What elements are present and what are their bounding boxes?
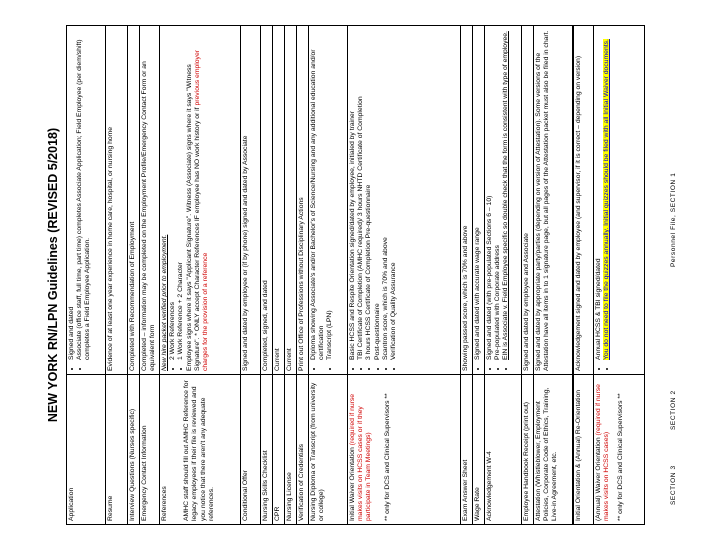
row-description: Signed and dated by employee and Associate: [523, 233, 530, 371]
list-item: • 2 Work References: [169, 29, 177, 360]
list-item: • Verification of Quality Assurance: [390, 29, 398, 360]
row-description: [594, 26, 644, 374]
references-exception: previous employer charges for the provision of a reference: [193, 49, 210, 371]
row-label: Nursing Diploma or Transcript (from university or college): [309, 374, 347, 524]
orientation-label: Initial Waiver Orientation: [349, 447, 356, 521]
row-description: Acknowledgement signed and dated by employee (and supervisor, if it is correct – depending on version): [575, 55, 582, 371]
list-item: • Scantron score, which is 70% and above: [382, 29, 390, 360]
row-description: [309, 26, 347, 374]
row-description: [485, 26, 521, 374]
table-row-diploma: [309, 25, 348, 525]
section-labels: [668, 25, 680, 525]
references-note: AMHC staff should fill out AMHC Reference for legacy employees if their file is reviewed and you notice that there aren't any adequate references.: [183, 380, 215, 521]
section-label-3: SECTION 3: [670, 465, 677, 505]
references-intro: New hire packet verified prior to employment.: [161, 234, 168, 371]
table-row-skills-checklist: [261, 25, 273, 525]
annual-waiver-label: (Annual) Waiver Orientation: [595, 437, 602, 521]
row-label: Attestation (Whistleblower, Employment Policies, Corporate Code of Ethics, Training, Live-in Agreement, etc.: [534, 374, 572, 524]
annual-waiver-footnote: ** only for DCS and Clinical Supervisors **: [617, 393, 625, 521]
list-item: • Post-questionnaire: [374, 29, 382, 360]
row-label: Emergency Contact Information: [140, 374, 159, 524]
list-item: • Transcript (LPN): [326, 29, 334, 360]
row-description: Evidence of at least one year experience in home care, hospital, or nursing home: [107, 126, 114, 371]
row-label: Wage Rate: [473, 374, 484, 524]
row-description: Completed with Recommendation of Employment: [129, 221, 136, 371]
row-description: Print out Office of Professions without Disciplinary Actions: [298, 197, 305, 371]
table-row-exam-answer-sheet: [461, 25, 473, 525]
orientation-footnote: ** only for DCS and Clinical Supervisors **: [383, 393, 391, 521]
row-description: [473, 26, 484, 374]
table-row-initial-orientation: [574, 25, 594, 525]
row-label: Verification of Credentials: [297, 374, 308, 524]
list-item: • Basic HCSS and Respite Orientation signed/dated by employee, initialed by trainer: [349, 29, 357, 360]
table-row-conditional-offer: [241, 25, 261, 525]
row-label: Nursing License: [285, 374, 296, 524]
row-description: [67, 26, 105, 374]
references-label: References: [161, 486, 168, 521]
annual-waiver-requirement: (required if nurse makes visits on HCSS cases): [595, 384, 611, 521]
highlighted-note: You do not need to file the quizzes annually. Initial quizzes should be filed with all Initial Waiver documents.: [603, 39, 611, 360]
table-row-attestation: [534, 25, 574, 525]
row-description: Signed and dated by employee or (if by phone) signed and dated by Associate: [242, 135, 249, 371]
row-description: Showing passed score, which is 70% and above: [462, 225, 469, 371]
row-label: Employee Handbook Receipt (print out): [522, 374, 533, 524]
row-description: [160, 26, 240, 374]
row-label: Application: [67, 374, 105, 524]
table-row-nursing-license: [285, 25, 297, 525]
list-item: • Signed and dated with accurate wage range: [474, 29, 482, 360]
row-label: Interview Questions (Nurses specific): [128, 374, 139, 524]
list-item: • Signed and dated (with pre-populated Sections 6 – 10): [486, 29, 494, 360]
row-description: Completed – information may be completed on the Employment Profile/Emergency Contact Form or an equivalent form: [141, 61, 157, 371]
row-description: Signed and dated by appropriate party/parties (depending on version of Attestation). Some versions of the Attestation have all items in to 1 signature page, but all pages of the Attestation packet must also be filed in chart.: [535, 30, 551, 371]
list-item: • Associate (office staff, full time, part time) completes Associate Application; Field Employee (per diem/shift) completes a Field Employee Application.: [76, 29, 92, 360]
list-item: • Annual HCSS & TBI signed/dated: [595, 29, 603, 360]
section-label-2: SECTION 2: [670, 390, 677, 430]
table-row-resume: [106, 25, 128, 525]
row-label: Acknowledgement W-4: [485, 374, 521, 524]
row-label: CPR: [273, 374, 284, 524]
table-row-wage-rate: [473, 25, 485, 525]
row-description: Current: [286, 348, 293, 371]
table-row-handbook: [522, 25, 534, 525]
rotated-document: [40, 25, 680, 525]
row-label: Nursing Skills Checklist: [261, 374, 272, 524]
list-item: • TBI Certificate of Completion (AMHC required)/ 3 hours NHTD Certificate of Completion: [357, 29, 365, 360]
orientation-requirement: (required if nurse makes visits on HCSS cases or if they participate in Team Meetings): [349, 393, 373, 521]
row-label: Exam Answer Sheet: [461, 374, 472, 524]
table-row-interview: [128, 25, 140, 525]
table-row-application: [66, 25, 106, 525]
row-description: [348, 26, 460, 374]
list-item: • Diploma showing Associate's and/or Bachelor's of Science/Nursing and any additional education and/or certification: [310, 29, 326, 360]
row-label: Initial Orientation & (Annual) Re-Orientation: [574, 374, 593, 524]
list-item: [603, 29, 611, 360]
row-label: [348, 374, 460, 524]
list-item: • Signed and dated: [68, 29, 76, 360]
list-item: • EIN is Associate v. Field Employee specific so double check that the form is consistent with type of employee.: [502, 29, 510, 360]
row-description: Current: [274, 348, 281, 371]
references-instructions: Employee signs where it says "Applicant Signature". Witness (Associate) signs where it says "Witness Signature". * ONLY accept Character References IF employee has NO work history or if: [185, 64, 201, 371]
guidelines-table: [66, 25, 668, 525]
table-row-annual-waiver: [594, 25, 645, 525]
list-item: • 1 Work Reference + 2 Character: [177, 29, 185, 360]
row-label: Resume: [106, 374, 127, 524]
table-row-emergency-contact: [140, 25, 160, 525]
table-row-initial-waiver-orientation: [348, 25, 461, 525]
page-title: NEW YORK RN/LPN Guidelines (REVISED 5/2018): [46, 127, 60, 423]
table-row-references: [160, 25, 241, 525]
table-row-cpr: [273, 25, 285, 525]
table-row-verification: [297, 25, 309, 525]
row-label: Conditional Offer: [241, 374, 260, 524]
table-row-w4: [485, 25, 522, 525]
row-label: [594, 374, 644, 524]
row-description: Completed, signed, and dated: [262, 280, 269, 371]
section-label-1: Personnel File, SECTION 1: [670, 172, 677, 267]
list-item: • Pre-populated with Corporate address: [494, 29, 502, 360]
list-item: • 3 hours HCSS Certificate of Completion Pre-questionnaire: [365, 29, 373, 360]
row-label: [160, 374, 240, 524]
